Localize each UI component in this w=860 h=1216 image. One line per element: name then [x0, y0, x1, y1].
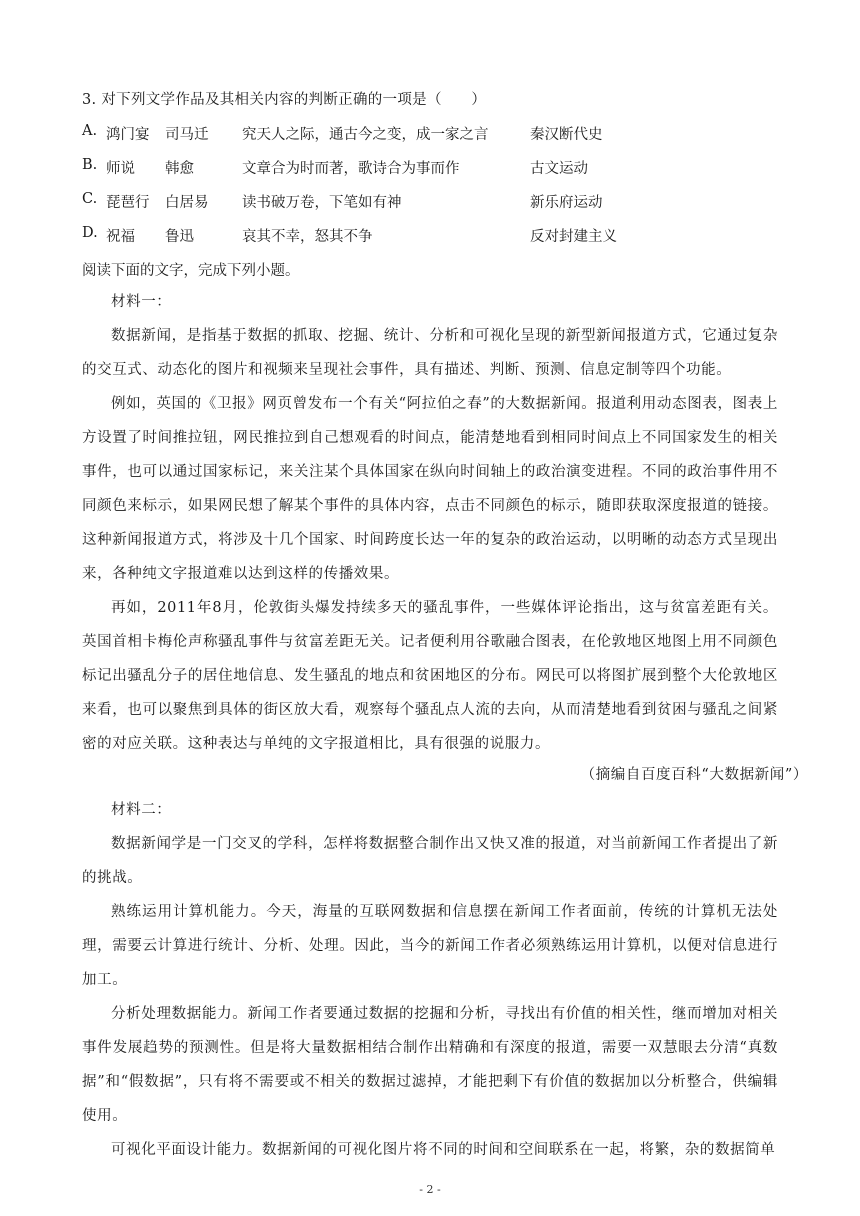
option-work: 师说 — [106, 161, 135, 177]
option-work: 鸿门宴 — [106, 127, 150, 143]
option-letter: B. — [82, 157, 98, 173]
source-citation: （摘编自百度百科“大数据新闻”） — [580, 767, 808, 783]
option-d — [82, 225, 782, 247]
option-author: 白居易 — [165, 195, 209, 211]
option-c — [82, 191, 782, 213]
option-quote: 哀其不幸，怒其不争 — [242, 229, 373, 245]
option-author: 司马迁 — [165, 127, 209, 143]
option-letter: A. — [82, 123, 98, 139]
option-work: 祝福 — [106, 229, 135, 245]
paragraph: 例如，英国的《卫报》网页曾发布一个有关“阿拉伯之春”的大数据新闻。报道利用动态图表，图表上方设置了时间推拉钮，网民推拉到自己想观看的时间点，能清楚地看到相同时间点上不同国家发生的相关事件，也可以通过国家标记，来关注某个具体国家在纵向时间轴上的政治演变进程。不同的政治事件用不同颜色来标示，如果网民想了解某个事件的具体内容，点击不同颜色的标示，随即获取深度报道的链接。这种新闻报道方式，将涉及十几个国家、时间跨度长达一年的复杂的政治运动，以明晰的动态方式呈现出来，各种纯文字报道难以达到这样的传播效果。 — [82, 396, 778, 582]
option-quote: 究天人之际，通古今之变，成一家之言 — [242, 127, 489, 143]
option-letter: D. — [82, 225, 98, 241]
paragraph: 数据新闻学是一门交叉的学科，怎样将数据整合制作出又快又准的报道，对当前新闻工作者提出了新的挑战。 — [82, 836, 778, 886]
option-quote: 读书破万卷，下笔如有神 — [242, 195, 402, 211]
material-one-block — [82, 285, 778, 761]
option-fact: 新乐府运动 — [530, 195, 603, 211]
material-two-block — [82, 793, 778, 1167]
page-number: - 2 - — [419, 1183, 441, 1196]
option-letter: C. — [82, 191, 98, 207]
material-two-label: 材料二： — [111, 802, 172, 818]
paragraph: 数据新闻，是指基于数据的抓取、挖掘、统计、分析和可视化呈现的新型新闻报道方式，它通过复杂的交互式、动态化的图片和视频来呈现社会事件，具有描述、判断、预测、信息定制等四个功能。 — [82, 328, 778, 378]
option-a — [82, 123, 782, 145]
option-work: 琵琶行 — [106, 195, 150, 211]
paragraph: 再如，2011年8月，伦敦街头爆发持续多天的骚乱事件，一些媒体评论指出，这与贫富差距有关。英国首相卡梅伦声称骚乱事件与贫富差距无关。记者便利用谷歌融合图表，在伦敦地区地图上用不同颜色标记出骚乱分子的居住地信息、发生骚乱的地点和贫困地区的分布。网民可以将图扩展到整个大伦敦地区来看，也可以聚焦到具体的街区放大看，观察每个骚乱点人流的去向，从而清楚地看到贫困与骚乱之间紧密的对应关联。这种表达与单纯的文字报道相比，具有很强的说服力。 — [82, 600, 778, 752]
paragraph: 熟练运用计算机能力。今天，海量的互联网数据和信息摆在新闻工作者面前，传统的计算机无法处理，需要云计算进行统计、分析、处理。因此，当今的新闻工作者必须熟练运用计算机，以便对信息进行加工。 — [82, 904, 778, 988]
material-one-label: 材料一： — [111, 294, 172, 310]
paragraph: 分析处理数据能力。新闻工作者要通过数据的挖掘和分析，寻找出有价值的相关性，继而增加对相关事件发展趋势的预测性。但是将大量数据相结合制作出精确和有深度的报道，需要一双慧眼去分清“真数据”和“假数据”，只有将不需要或不相关的数据过滤掉，才能把剩下有价值的数据加以分析整合，供编辑使用。 — [82, 1006, 778, 1124]
option-author: 韩愈 — [165, 161, 194, 177]
option-fact: 古文运动 — [530, 161, 588, 177]
option-quote: 文章合为时而著，歌诗合为事而作 — [242, 161, 460, 177]
question-title: 3. 对下列文学作品及其相关内容的判断正确的一项是（ ） — [82, 92, 487, 108]
option-b — [82, 157, 782, 179]
paragraph: 可视化平面设计能力。数据新闻的可视化图片将不同的时间和空间联系在一起，将繁，杂的数据简单 — [111, 1142, 776, 1158]
option-fact: 反对封建主义 — [530, 229, 617, 245]
reading-intro: 阅读下面的文字，完成下列小题。 — [82, 263, 300, 279]
option-author: 鲁迅 — [165, 229, 194, 245]
option-fact: 秦汉断代史 — [530, 127, 603, 143]
